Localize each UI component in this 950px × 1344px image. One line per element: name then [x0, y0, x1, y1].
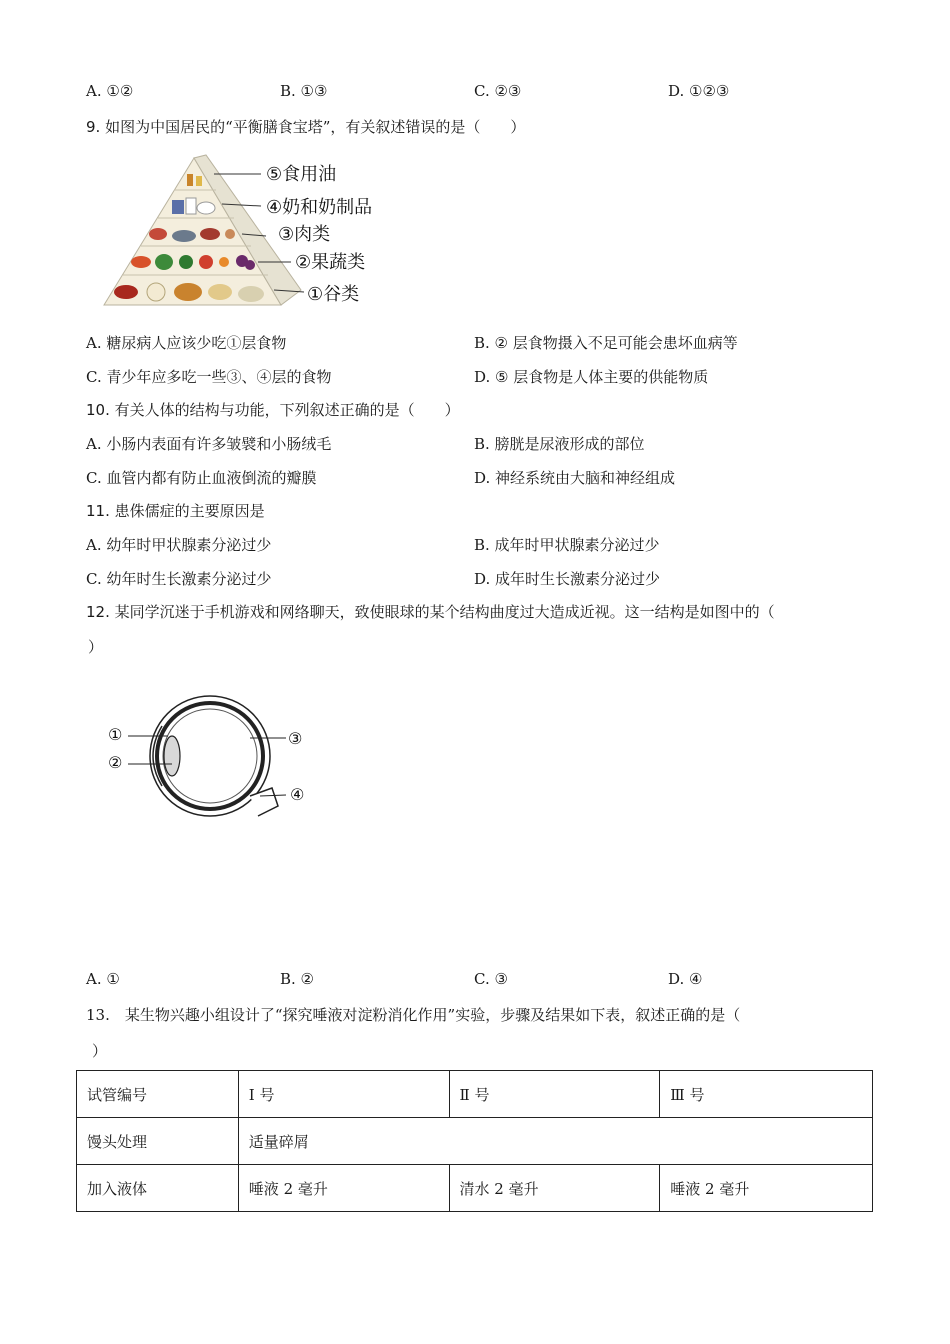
q11-text: 患侏儒症的主要原因是: [109, 502, 265, 520]
table-cell: 清水 2 毫升: [449, 1165, 660, 1212]
q12-option-b: B. ②: [280, 970, 315, 988]
pyramid-label-5: ⑤食用油: [266, 164, 337, 185]
q9-stem: [86, 116, 525, 137]
q9-option-d: D. ⑤ 层食物是人体主要的供能物质: [474, 368, 709, 386]
q11-option-c: C. 幼年时生长激素分泌过少: [86, 570, 272, 588]
q8-option-c: C. ②③: [474, 82, 522, 100]
food-pyramid-figure: [96, 150, 396, 315]
pyramid-label-1: ①谷类: [307, 284, 360, 305]
q12-option-a: A. ①: [86, 970, 120, 988]
table-cell: Ⅰ 号: [238, 1071, 449, 1118]
q11-stem: [86, 500, 265, 521]
q12-text: 某同学沉迷于手机游戏和网络聊天，致使眼球的某个结构曲度过大造成近视。这一结构是如图中的（: [109, 603, 775, 621]
experiment-table: [76, 1070, 873, 1212]
q11-number: 11.: [86, 502, 110, 520]
q10-option-c: C. 血管内都有防止血液倒流的瓣膜: [86, 469, 317, 487]
q9-option-b: B. ② 层食物摄入不足可能会患坏血病等: [474, 334, 738, 352]
q10-text: 有关人体的结构与功能，下列叙述正确的是（ ）: [109, 401, 460, 419]
q13-stem-end: ）: [92, 1042, 108, 1060]
eyeball-figure: [100, 688, 320, 828]
table-cell: 馒头处理: [77, 1118, 239, 1165]
eye-label-1: ①: [108, 725, 123, 744]
q12-stem: [86, 601, 775, 622]
q8-option-a: A. ①②: [86, 82, 134, 100]
q12-stem-end: ）: [88, 638, 104, 656]
q12-option-d: D. ④: [668, 970, 703, 988]
q10-stem: [86, 399, 460, 420]
q9-option-c: C. 青少年应多吃一些③、④层的食物: [86, 368, 332, 386]
q10-option-a: A. 小肠内表面有许多皱襞和小肠绒毛: [86, 435, 332, 453]
q11-option-d: D. 成年时生长激素分泌过少: [474, 570, 661, 588]
q9-option-a: A. 糖尿病人应该少吃①层食物: [86, 334, 287, 352]
pyramid-label-4: ④奶和奶制品: [266, 197, 373, 218]
q8-option-d: D. ①②③: [668, 82, 730, 100]
eye-label-2: ②: [108, 753, 123, 772]
table-row: [77, 1118, 873, 1165]
q11-option-a: A. 幼年时甲状腺素分泌过少: [86, 536, 272, 554]
table-cell: Ⅲ 号: [660, 1071, 873, 1118]
q8-option-b: B. ①③: [280, 82, 328, 100]
q10-option-b: B. 膀胱是尿液形成的部位: [474, 435, 645, 453]
table-row: [77, 1071, 873, 1118]
q10-number: 10.: [86, 401, 110, 419]
q12-number: 12.: [86, 603, 110, 621]
table-cell: 试管编号: [77, 1071, 239, 1118]
q10-option-d: D. 神经系统由大脑和神经组成: [474, 469, 676, 487]
table-cell: 唾液 2 毫升: [660, 1165, 873, 1212]
table-cell: Ⅱ 号: [449, 1071, 660, 1118]
q11-option-b: B. 成年时甲状腺素分泌过少: [474, 536, 660, 554]
pyramid-label-3: ③肉类: [278, 224, 331, 245]
q12-option-c: C. ③: [474, 970, 508, 988]
table-cell: 唾液 2 毫升: [238, 1165, 449, 1212]
table-cell: 适量碎屑: [238, 1118, 872, 1165]
table-cell: 加入液体: [77, 1165, 239, 1212]
table-row: [77, 1165, 873, 1212]
q9-text: 如图为中国居民的“平衡膳食宝塔”，有关叙述错误的是（ ）: [100, 118, 526, 136]
q13-stem: 13. 某生物兴趣小组设计了“探究唾液对淀粉消化作用”实验，步骤及结果如下表，叙述正确的是（: [86, 1006, 741, 1024]
eye-label-3: ③: [288, 729, 303, 748]
eye-label-4: ④: [290, 785, 305, 804]
pyramid-label-2: ②果蔬类: [295, 252, 366, 273]
q9-number: 9.: [86, 118, 101, 136]
